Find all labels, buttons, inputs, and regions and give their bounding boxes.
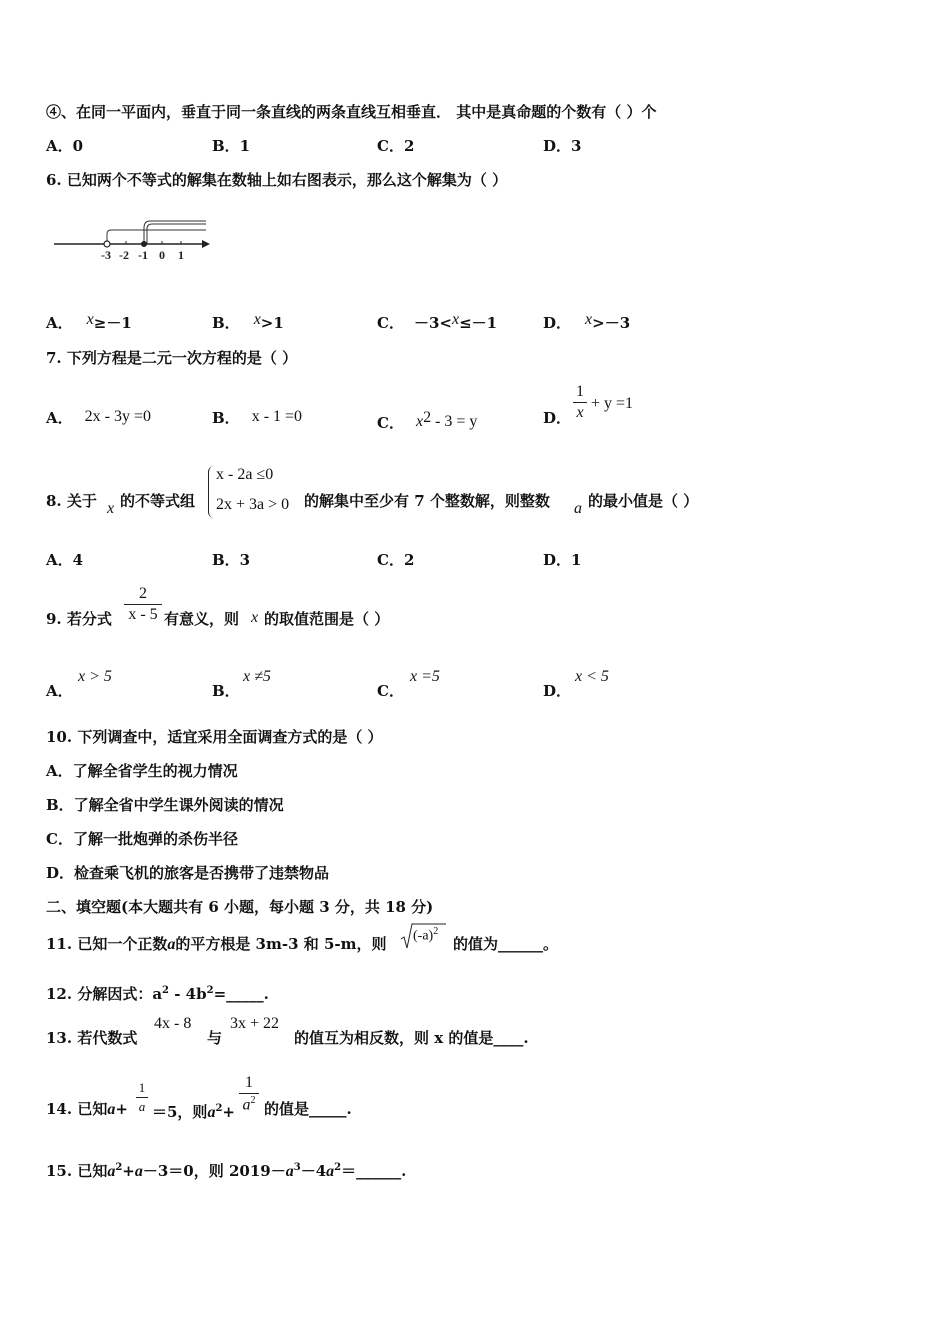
q13-and: 与 [207, 1029, 223, 1047]
q9-stem-end: 的取值范围是（ ） [264, 610, 390, 628]
radicand: $(-a)^2$ [413, 926, 439, 944]
q14-fraction-1: 1 a [136, 1080, 148, 1115]
q14-stem-mid: ＝5，则$a^2+$ [152, 1103, 235, 1121]
q9-stem-mid: 有意义，则 [164, 610, 240, 628]
q15-line: 15. 已知$a^2+a-3=0$，则 $2019-a^3-4a^2=\_\_\_\_\_\_$. [46, 1162, 407, 1180]
q7-stem: 7. 下列方程是二元一次方程的是（ ） [46, 349, 298, 367]
q14-fraction-2: 1 $a^2$ [239, 1074, 259, 1114]
q9-option-d-label: D． [543, 682, 572, 700]
q9-option-a-label: A． [46, 682, 73, 700]
q8-stem-pre: 8. 关于 [46, 492, 97, 510]
q8-var-a: a [574, 500, 582, 517]
q14-stem-pre: 14. 已知a+ [46, 1100, 128, 1118]
q5-option-b: B．1 [212, 137, 251, 155]
number-line-figure [50, 212, 215, 268]
q8-system-line1: x - 2a ≤0 [216, 466, 274, 483]
q5-option-d: D．3 [543, 137, 582, 155]
q10-option-c: C．了解一批炮弹的杀伤半径 [46, 830, 238, 848]
q8-system-brace [208, 466, 215, 518]
q10-option-a: A．了解全省学生的视力情况 [46, 762, 238, 780]
q7-option-a: A． 2x - 3y =0 [46, 408, 151, 427]
q9-option-d: x < 5 [575, 668, 609, 685]
q8-system-line2: 2x + 3a > 0 [216, 496, 290, 513]
q9-option-b: x ≠5 [243, 668, 271, 685]
q7-d-fraction: 1 x [573, 383, 587, 422]
q13-expr-1: 4x - 8 [154, 1015, 192, 1032]
q8-stem-mid: 的不等式组 [120, 492, 196, 510]
q7-option-c: C． $x^2 - 3 = y$ [377, 409, 478, 432]
q9-option-c-label: C． [377, 682, 404, 700]
q8-stem-end: 的最小值是（ ） [588, 492, 699, 510]
section-heading: 二、填空题(本大题共有 6 小题，每小题 3 分，共 18 分) [46, 898, 434, 916]
q7-option-b: B． x - 1 =0 [212, 408, 303, 427]
q8-option-c: C．2 [377, 551, 415, 569]
tick-label: -3 [101, 248, 111, 262]
q6-option-c: C． －3<x≤－1 [377, 311, 498, 332]
q6-option-b: B． x>1 [212, 311, 284, 332]
q6-stem: 6. 已知两个不等式的解集在数轴上如右图表示，那么这个解集为（ ） [46, 171, 508, 189]
q12-line: 12. 分解因式：$a^2$ - $4b^2=\_\_\_\_\_$. [46, 985, 269, 1003]
q9-option-c: x =5 [410, 668, 440, 685]
q8-stem-post: 的解集中至少有 7 个整数解，则整数 [304, 492, 550, 510]
q9-stem-pre: 9. 若分式 [46, 610, 112, 628]
q10-option-b: B．了解全省中学生课外阅读的情况 [46, 796, 284, 814]
tick-label: 0 [159, 248, 165, 262]
tick-label: 1 [178, 248, 184, 262]
q8-option-b: B．3 [212, 551, 251, 569]
q8-option-d: D．1 [543, 551, 582, 569]
q9-option-a: x > 5 [78, 668, 112, 685]
q10-stem: 10. 下列调查中，适宜采用全面调查方式的是（ ） [46, 728, 383, 746]
q8-var-x: x [107, 500, 115, 517]
q13-end: 的值互为相反数，则 x 的值是____. [294, 1029, 529, 1047]
statement-4: ④、在同一平面内，垂直于同一条直线的两条直线互相垂直． 其中是真命题的个数有（ ）个 [46, 103, 657, 121]
q13-expr-2: 3x + 22 [230, 1015, 280, 1032]
q8-option-a: A．4 [46, 551, 84, 569]
q14-end: 的值是_____. [264, 1100, 352, 1118]
q9-var-x: x [251, 609, 259, 626]
q10-option-d: D．检查乘飞机的旅客是否携带了违禁物品 [46, 864, 330, 882]
q5-option-a: A．0 [46, 137, 84, 155]
q6-option-a: A． x≥－1 [46, 311, 132, 332]
q11-line: 11. 已知一个正数a的平方根是 3m-3 和 5-m，则 [46, 935, 387, 953]
q7-d-rest: + y =1 [591, 395, 634, 412]
q6-option-d: D． x>－3 [543, 311, 631, 332]
q7-option-d-label: D． [543, 409, 572, 427]
q9-fraction: 2 x - 5 [124, 585, 162, 624]
tick-label: -1 [138, 248, 148, 262]
tick-label: -2 [119, 248, 129, 262]
q11-end: 的值为______。 [453, 935, 559, 953]
q9-option-b-label: B． [212, 682, 240, 700]
q5-option-c: C．2 [377, 137, 415, 155]
q13-stem-pre: 13. 若代数式 [46, 1029, 138, 1047]
